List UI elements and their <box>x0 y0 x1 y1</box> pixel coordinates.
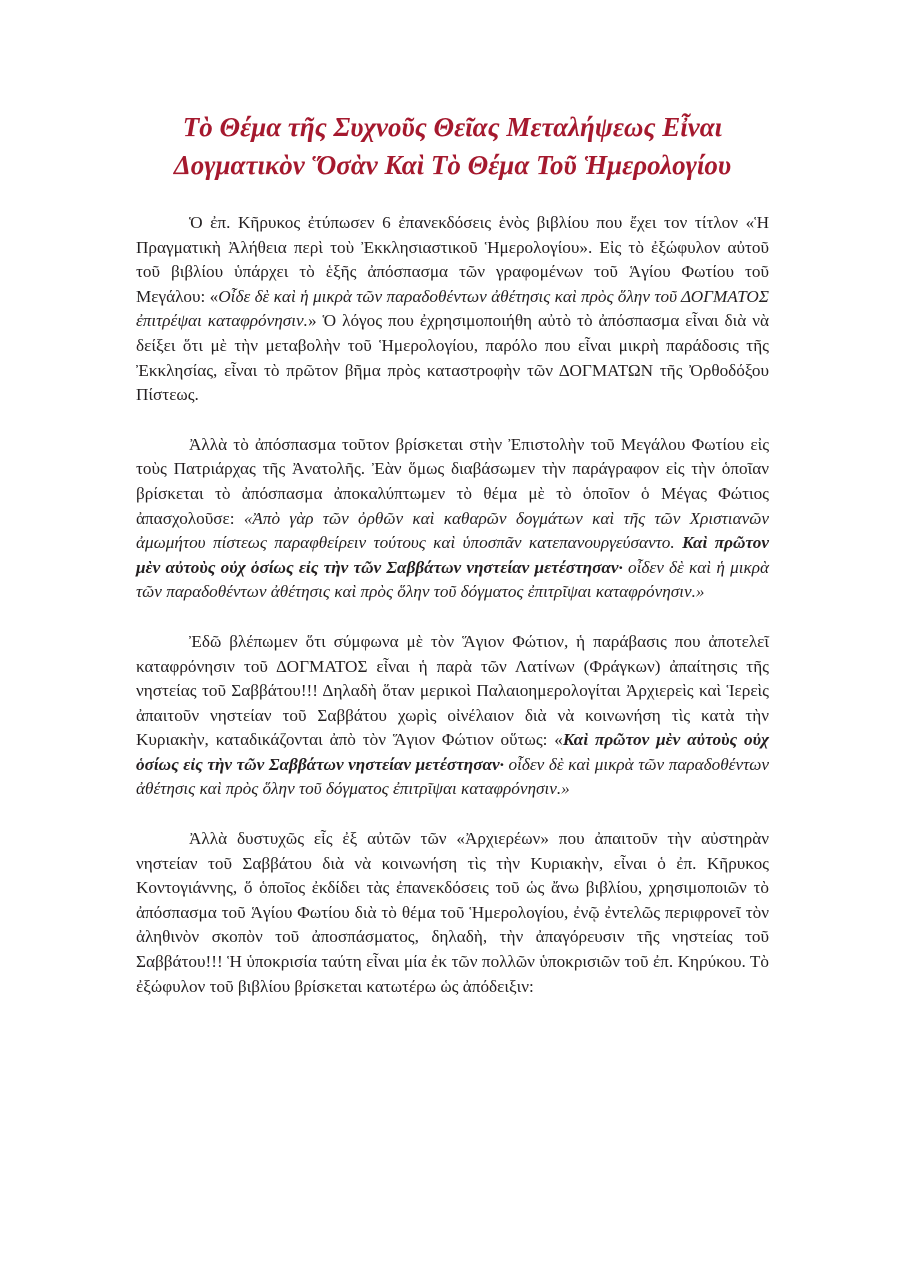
paragraph-1-text-a: Ὁ ἐπ. Κῆρυκος ἐτύπωσεν 6 ἐπανεκδόσεις ἑνὸς βιβλίου που ἔχει τον τίτλον «Ἡ Πραγματικὴ Ἀλήθεια περὶ τοὺ Ἐκκλησιαστικοῦ Ἡμερολογίου». Εἰς τὸ ἐξώφυλον αὐτοῦ τοῦ βιβλίου ὑπάρχει τὸ ἑξῆς ἀπόσπασμα τῶν γραφομένων τοῦ Ἁγίου Φωτίου τοῦ Μεγάλου: « <box>136 213 769 306</box>
paragraph-1 <box>136 211 769 408</box>
paragraph-4 <box>136 827 769 999</box>
paragraph-3-quote: οἶδεν δὲ καὶ μικρὰ τῶν παραδοθέντων ἀθέτησις καὶ πρὸς ὅλην τοῦ δόγματος ἐπιτρῖψαι καταφρόνησιν.» <box>136 754 769 799</box>
paragraph-2-bold-quote: Καὶ πρῶτον μὲν αὐτοὺς οὐχ ὁσίως εἰς τὴν τῶν Σαββάτων νηστείαν μετέστησαν· <box>136 533 769 577</box>
document-page <box>136 108 769 999</box>
document-title <box>136 108 769 184</box>
paragraph-2-text: Ἀλλὰ τὸ ἀπόσπασμα τοῦτον βρίσκεται στὴν Ἐπιστολὴν τοῦ Μεγάλου Φωτίου εἰς τοὺς Πατριάρχας τῆς Ἀνατολῆς. Ἐὰν ὅμως διαβάσωμεν τὴν παράγραφον εἰς τὴν ὁποῖαν βρίσκεται τὸ ἀπόσπασμα ἀποκαλύπτωμεν τὸ θέμα μὲ τὸ ὁποῖον ὁ Μέγας Φώτιος ἀπασχολοῦσε: <box>136 434 769 528</box>
title-line-2: Δογματικὸν Ὅσὰν Καὶ Τὸ Θέμα Τοῦ Ἡμερολογίου <box>173 150 732 180</box>
title-line-1: Τὸ Θέμα τῆς Συχνοῦς Θεῖας Μεταλήψεως Εἶναι <box>182 112 723 142</box>
paragraph-1-quote: Οἶδε δὲ καὶ ἡ μικρὰ τῶν παραδοθέντων ἀθέτησις καὶ πρὸς ὅλην τοῦ ΔΟΓΜΑΤΟΣ ἐπιτρέψαι καταφρόνησιν. <box>136 286 769 331</box>
paragraph-3-text: Ἐδῶ βλέπωμεν ὅτι σύμφωνα μὲ τὸν Ἅγιον Φώτιον, ἡ παράβασις που ἀποτελεῖ καταφρόνησιν τοῦ ΔΟΓΜΑΤΟΣ εἶναι ἡ παρὰ τῶν Λατίνων (Φράγκων) ἀπαίτησις τῆς νηστείας τοῦ Σαββάτου!!! Δηλαδὴ ὅταν μερικοὶ Παλαιοημερολογίται Ἀρχιερεὶς καὶ Ἱερεὶς ἀπαιτοῦν νηστείαν τοῦ Σαββάτου χωρὶς οἰνέλαιον διὰ νὰ κοινωνήση τὶς κατὰ τὴν Κυριακὴν, καταδικάζονται ἀπὸ τὸν Ἅγιον Φώτιον οὕτως: « <box>136 631 769 750</box>
paragraph-3 <box>136 630 769 802</box>
paragraph-3-bold-quote: Καὶ πρῶτον μὲν αὐτοὺς οὐχ ὁσίως εἰς τὴν τῶν Σαββάτων νηστείαν μετέστησαν· <box>136 730 770 774</box>
paragraph-1-text-b: » Ὁ λόγος που ἐχρησιμοποιήθη αὐτὸ τὸ ἀπόσπασμα εἶναι διὰ νὰ δείξει ὅτι μὲ τὴν μεταβολὴν τοῦ Ἡμερολογίου, παρόλο που εἶναι μικρὴ παράδοσις τῆς Ἐκκλησίας, εἶναι τὸ πρῶτον βῆμα πρὸς καταστροφὴν τῶν ΔΟΓΜΑΤΩΝ τῆς Ὀρθοδόξου Πίστεως. <box>136 311 770 405</box>
paragraph-2 <box>136 433 769 605</box>
paragraph-2-quote-a: «Ἀπὸ γὰρ τῶν ὀρθῶν καὶ καθαρῶν δογμάτων καὶ τῆς τῶν Χριστιανῶν ἀμωμήτου πίστεως παραφθείρειν τούτους καὶ ὑποσπᾶν κατεπανουργεύσαντο. <box>136 508 769 553</box>
paragraph-2-quote-b: οἶδεν δὲ καὶ ἡ μικρὰ τῶν παραδοθέντων ἀθέτησις καὶ πρὸς ὅλην τοῦ δόγματος ἐπιτρῖψαι καταφρόνησιν.» <box>136 557 769 602</box>
paragraph-4-text: Ἀλλὰ δυστυχῶς εἷς ἐξ αὐτῶν τῶν «Ἀρχιερέων» που ἀπαιτοῦν τὴν αὐστηρὰν νηστείαν τοῦ Σαββάτου διὰ νὰ κοινωνήση τὶς τὴν Κυριακὴν, εἶναι ὁ ἐπ. Κῆρυκος Κοντογιάννης, ὅ ὁποῖος ἐκδίδει τὰς ἐπανεκδόσεις τοῦ ὡς ἄνω βιβλίου, χρησιμοποιῶν τὸ ἀπόσπασμα τοῦ Ἁγίου Φωτίου διὰ τὸ θέμα τοῦ Ἡμερολογίου, ἐνῷ ἐντελῶς περιφρονεῖ τὸν ἀληθινὸν σκοπὸν τοῦ ἀποσπάσματος, δηλαδὴ, τὴν ἀπαγόρευσιν τῆς νηστείας τοῦ Σαββάτου!!! Ἡ ὑποκρισία ταύτη εἶναι μία ἐκ τῶν πολλῶν ὑποκρισιῶν τοῦ ἐπ. Κηρύκου. Τὸ ἐξώφυλον τοῦ βιβλίου βρίσκεται κατωτέρω ὡς ἀπόδειξιν: <box>136 829 769 996</box>
